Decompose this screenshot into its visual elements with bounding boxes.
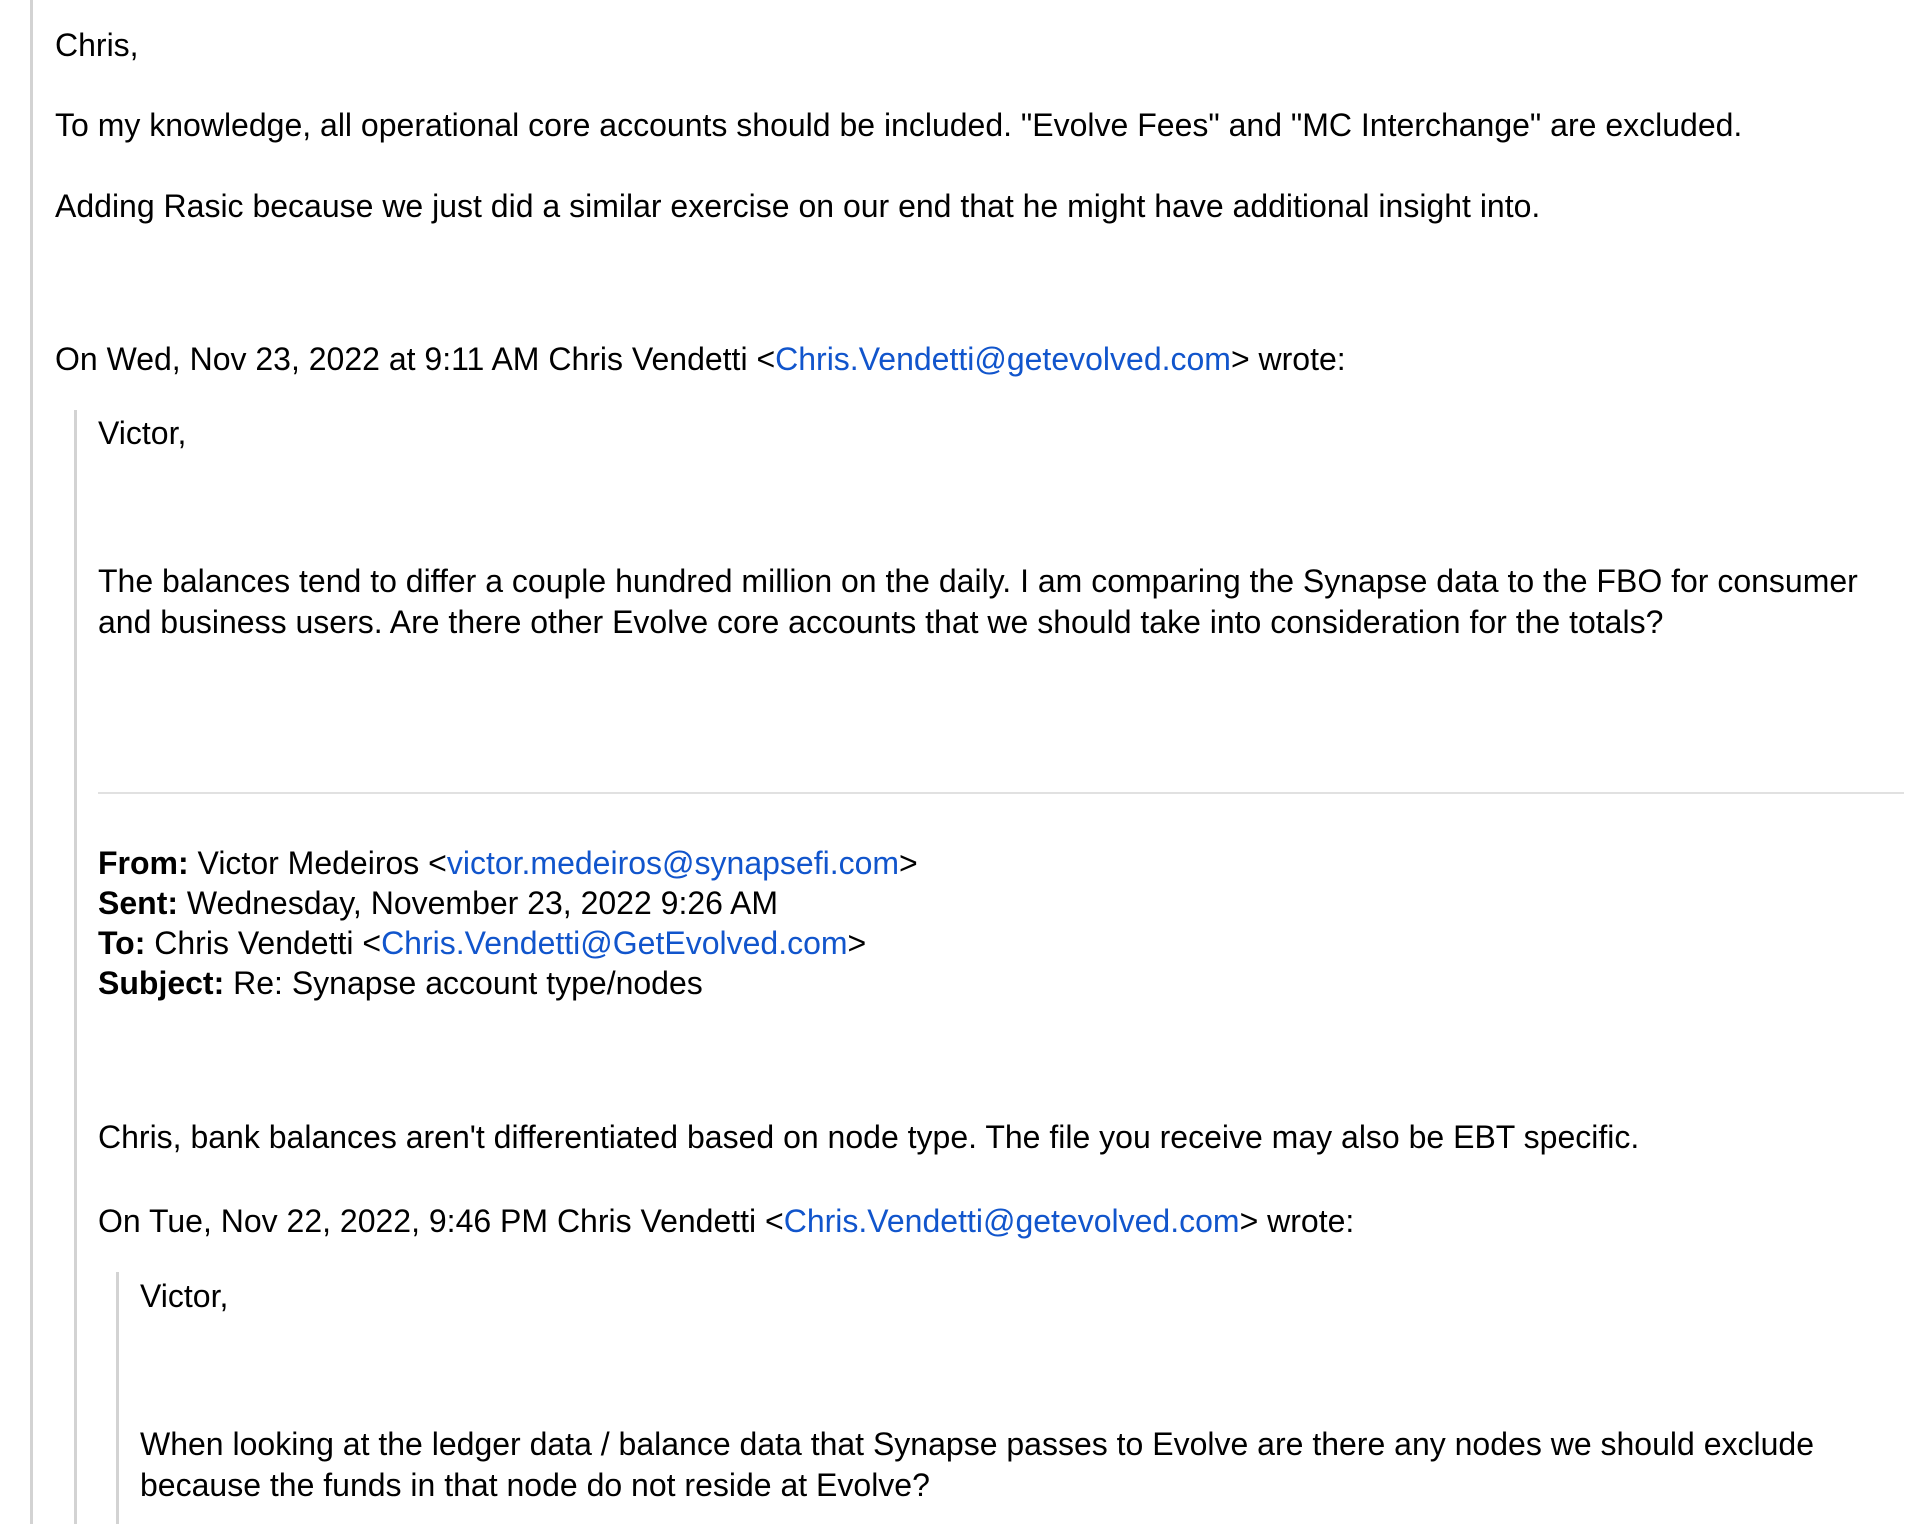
sent-label: Sent:	[98, 885, 178, 921]
forward-subject-line	[98, 963, 703, 1003]
from-name: Victor Medeiros <	[188, 845, 447, 881]
to-label: To:	[98, 925, 146, 961]
quote-1-email-link[interactable]: Chris.Vendetti@getevolved.com	[775, 341, 1231, 377]
quote-2-greeting: Victor,	[140, 1278, 229, 1314]
reply-paragraph-1: To my knowledge, all operational core accounts should be included. "Evolve Fees" and "MC Interchange" are excluded.	[55, 107, 1743, 143]
quote-1-greeting: Victor,	[98, 415, 187, 451]
quote-1-bar	[74, 410, 77, 1524]
from-email-link[interactable]: victor.medeiros@synapsefi.com	[446, 845, 900, 881]
quote-2-email-link[interactable]: Chris.Vendetti@getevolved.com	[783, 1203, 1240, 1239]
forward-to-line	[98, 923, 866, 963]
quote-1-body: The balances tend to differ a couple hundred million on the daily. I am comparing the Synapse data to the FBO for consumer and business users. Are there other Evolve core accounts that we should take into consideration for the totals?	[98, 563, 1858, 640]
forward-body: Chris, bank balances aren't differentiated based on node type. The file you receive may also be EBT specific.	[98, 1119, 1640, 1155]
quote-2-header-suffix: > wrote:	[1239, 1203, 1355, 1239]
divider-line	[98, 792, 1904, 794]
subject-label: Subject:	[98, 965, 225, 1001]
from-label: From:	[98, 845, 189, 881]
to-name: Chris Vendetti <	[145, 925, 382, 961]
outer-quote-bar	[30, 0, 33, 1524]
quote-2-header	[98, 1201, 1354, 1241]
quote-2-bar	[116, 1272, 119, 1524]
forward-sent-line	[98, 883, 778, 923]
quote-1-header-prefix: On Wed, Nov 23, 2022 at 9:11 AM Chris Vendetti <	[55, 341, 776, 377]
quote-2-body: When looking at the ledger data / balance data that Synapse passes to Evolve are there any nodes we should exclude because the funds in that node do not reside at Evolve?	[140, 1426, 1814, 1503]
from-close: >	[899, 845, 918, 881]
sent-value: Wednesday, November 23, 2022 9:26 AM	[178, 885, 779, 921]
quote-2-header-prefix: On Tue, Nov 22, 2022, 9:46 PM Chris Vendetti <	[98, 1203, 784, 1239]
reply-paragraph-2: Adding Rasic because we just did a similar exercise on our end that he might have additional insight into.	[55, 188, 1541, 224]
to-email-link[interactable]: Chris.Vendetti@GetEvolved.com	[381, 925, 848, 961]
to-close: >	[847, 925, 867, 961]
quote-1-header	[55, 339, 1346, 379]
forward-from-line	[98, 843, 918, 883]
quote-1-header-suffix: > wrote:	[1230, 341, 1346, 377]
subject-value: Re: Synapse account type/nodes	[224, 965, 703, 1001]
reply-greeting: Chris,	[55, 27, 139, 63]
